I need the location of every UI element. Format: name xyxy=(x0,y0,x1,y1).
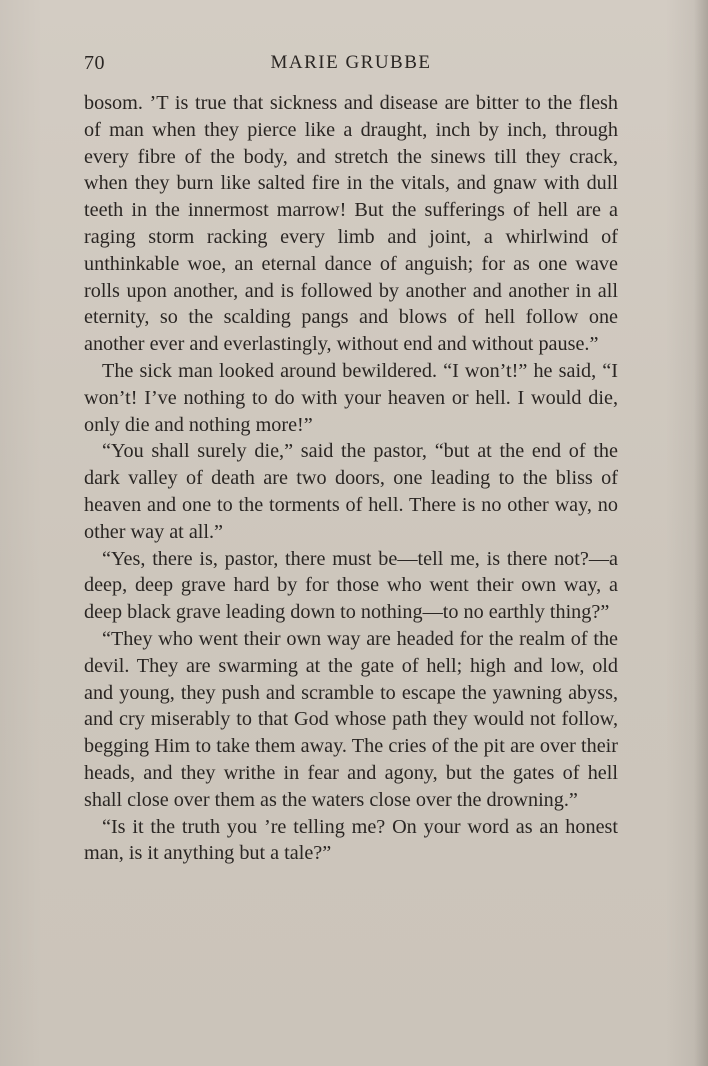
page-number: 70 xyxy=(84,52,105,74)
paragraph: “Is it the truth you ’re telling me? On your word as an honest man, is it anything but a tale?” xyxy=(84,815,618,865)
paragraph: The sick man looked around bewildered. “I won’t!” he said, “I won’t! I’ve nothing to do with your heaven or hell. I would die, only die and nothing more!” xyxy=(84,359,618,436)
page-edge-shadow xyxy=(694,0,708,1066)
paragraph: “They who went their own way are headed for the realm of the devil. They are swarming at the gate of hell; high and low, old and young, they push and scramble to escape the yawning abyss, and cry miserably to that God whose path they would not follow, begging Him to take them away. The cries of the pit are over their heads, and they writhe in fear and agony, but the gates of hell shall close over them as the waters close over the drowning.” xyxy=(84,627,618,811)
page-header xyxy=(84,52,618,82)
paragraph: “You shall surely die,” said the pastor, “but at the end of the dark valley of death are two doors, one leading to the bliss of heaven and one to the torments of hell. There is no other way, no other way at all.” xyxy=(84,440,618,543)
running-title: MARIE GRUBBE xyxy=(270,52,432,73)
paragraph: “Yes, there is, pastor, there must be—tell me, is there not?—a deep, deep grave hard by for those who went their own way, a deep black grave leading down to nothing—to no earthly thing?” xyxy=(84,547,618,624)
paragraph-continuation: bosom. ’T is true that sickness and disease are bitter to the flesh of man when they pierce like a draught, inch by inch, through every fibre of the body, and stretch the sinews till they crack, when they burn like salted fire in the vitals, and gnaw with dull teeth in the innermost marrow! But the sufferings of hell are a raging storm racking every limb and joint, a whirlwind of unthinkable woe, an eternal dance of anguish; for as one wave rolls upon another, and is followed by another and another in all eternity, so the scalding pangs and blows of hell follow one another ever and everlastingly, without end and without pause.” xyxy=(84,92,618,356)
body-text xyxy=(84,90,618,867)
